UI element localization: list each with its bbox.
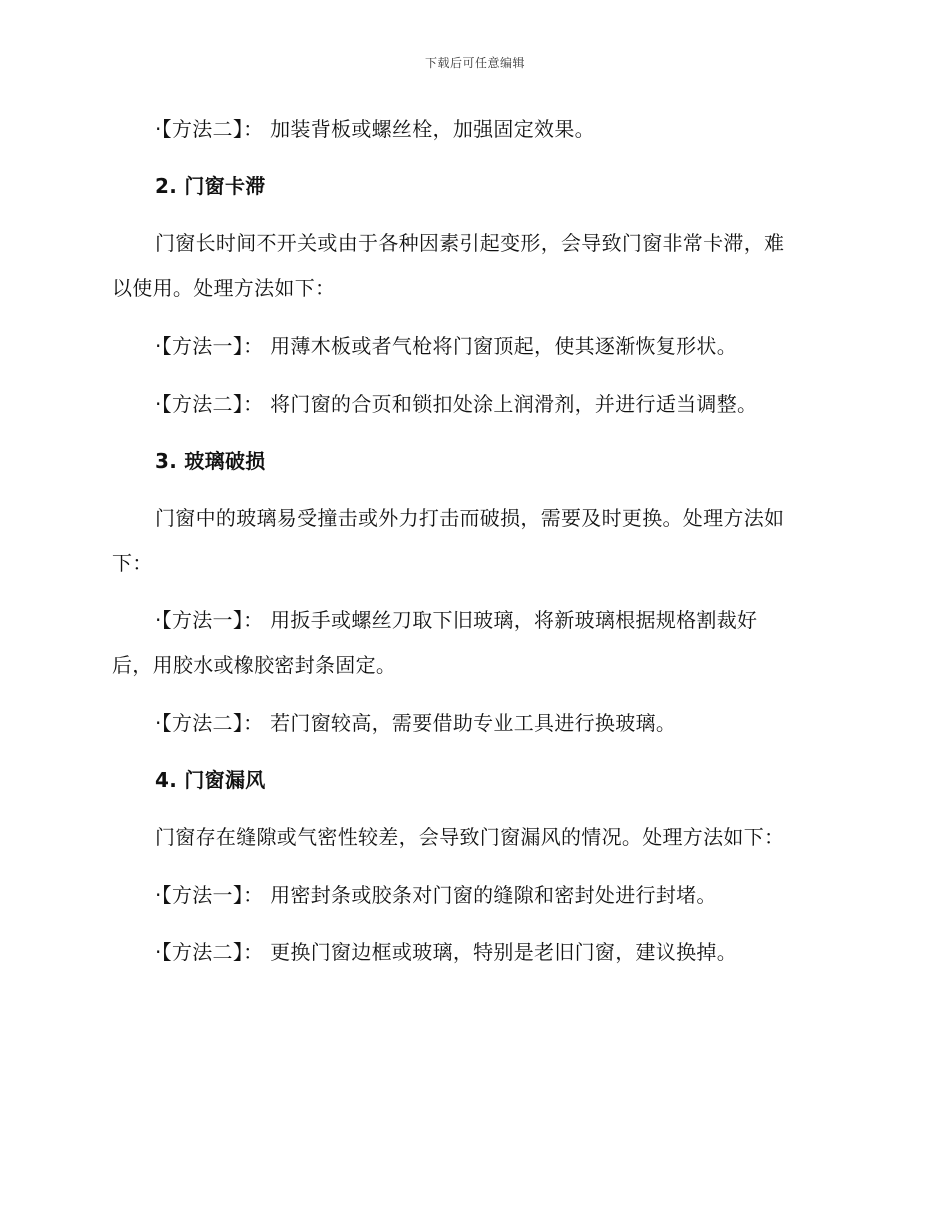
section-heading-air-leak: 4. 门窗漏风 bbox=[155, 768, 266, 792]
list-item-glass-method1-line2: 后，用胶水或橡胶密封条固定。 bbox=[112, 653, 397, 677]
list-item-door-stuck-method1: ·【方法一】： 用薄木板或者气枪将门窗顶起，使其逐渐恢复形状。 bbox=[155, 334, 738, 358]
list-item-method2-fixing: ·【方法二】： 加装背板或螺丝栓，加强固定效果。 bbox=[155, 117, 595, 141]
list-item-air-leak-method2: ·【方法二】： 更换门窗边框或玻璃，特别是老旧门窗，建议换掉。 bbox=[155, 940, 738, 964]
page-header-note: 下载后可任意编辑 bbox=[424, 56, 525, 70]
paragraph-door-stuck-line2: 以使用。处理方法如下： bbox=[112, 276, 336, 300]
section-heading-door-stuck: 2. 门窗卡滞 bbox=[155, 174, 266, 198]
paragraph-door-stuck-line1: 门窗长时间不开关或由于各种因素引起变形，会导致门窗非常卡滞，难 bbox=[155, 231, 785, 255]
list-item-door-stuck-method2: ·【方法二】： 将门窗的合页和锁扣处涂上润滑剂，并进行适当调整。 bbox=[155, 392, 758, 416]
section-heading-glass-broken: 3. 玻璃破损 bbox=[155, 449, 266, 473]
paragraph-glass-broken-line1: 门窗中的玻璃易受撞击或外力打击而破损，需要及时更换。处理方法如 bbox=[155, 506, 785, 530]
list-item-glass-method1-line1: ·【方法一】： 用扳手或螺丝刀取下旧玻璃，将新玻璃根据规格割裁好 bbox=[155, 608, 758, 632]
list-item-air-leak-method1: ·【方法一】： 用密封条或胶条对门窗的缝隙和密封处进行封堵。 bbox=[155, 883, 717, 907]
list-item-glass-method2: ·【方法二】： 若门窗较高，需要借助专业工具进行换玻璃。 bbox=[155, 711, 677, 735]
paragraph-air-leak: 门窗存在缝隙或气密性较差，会导致门窗漏风的情况。处理方法如下： bbox=[155, 825, 785, 849]
paragraph-glass-broken-line2: 下： bbox=[112, 551, 153, 575]
